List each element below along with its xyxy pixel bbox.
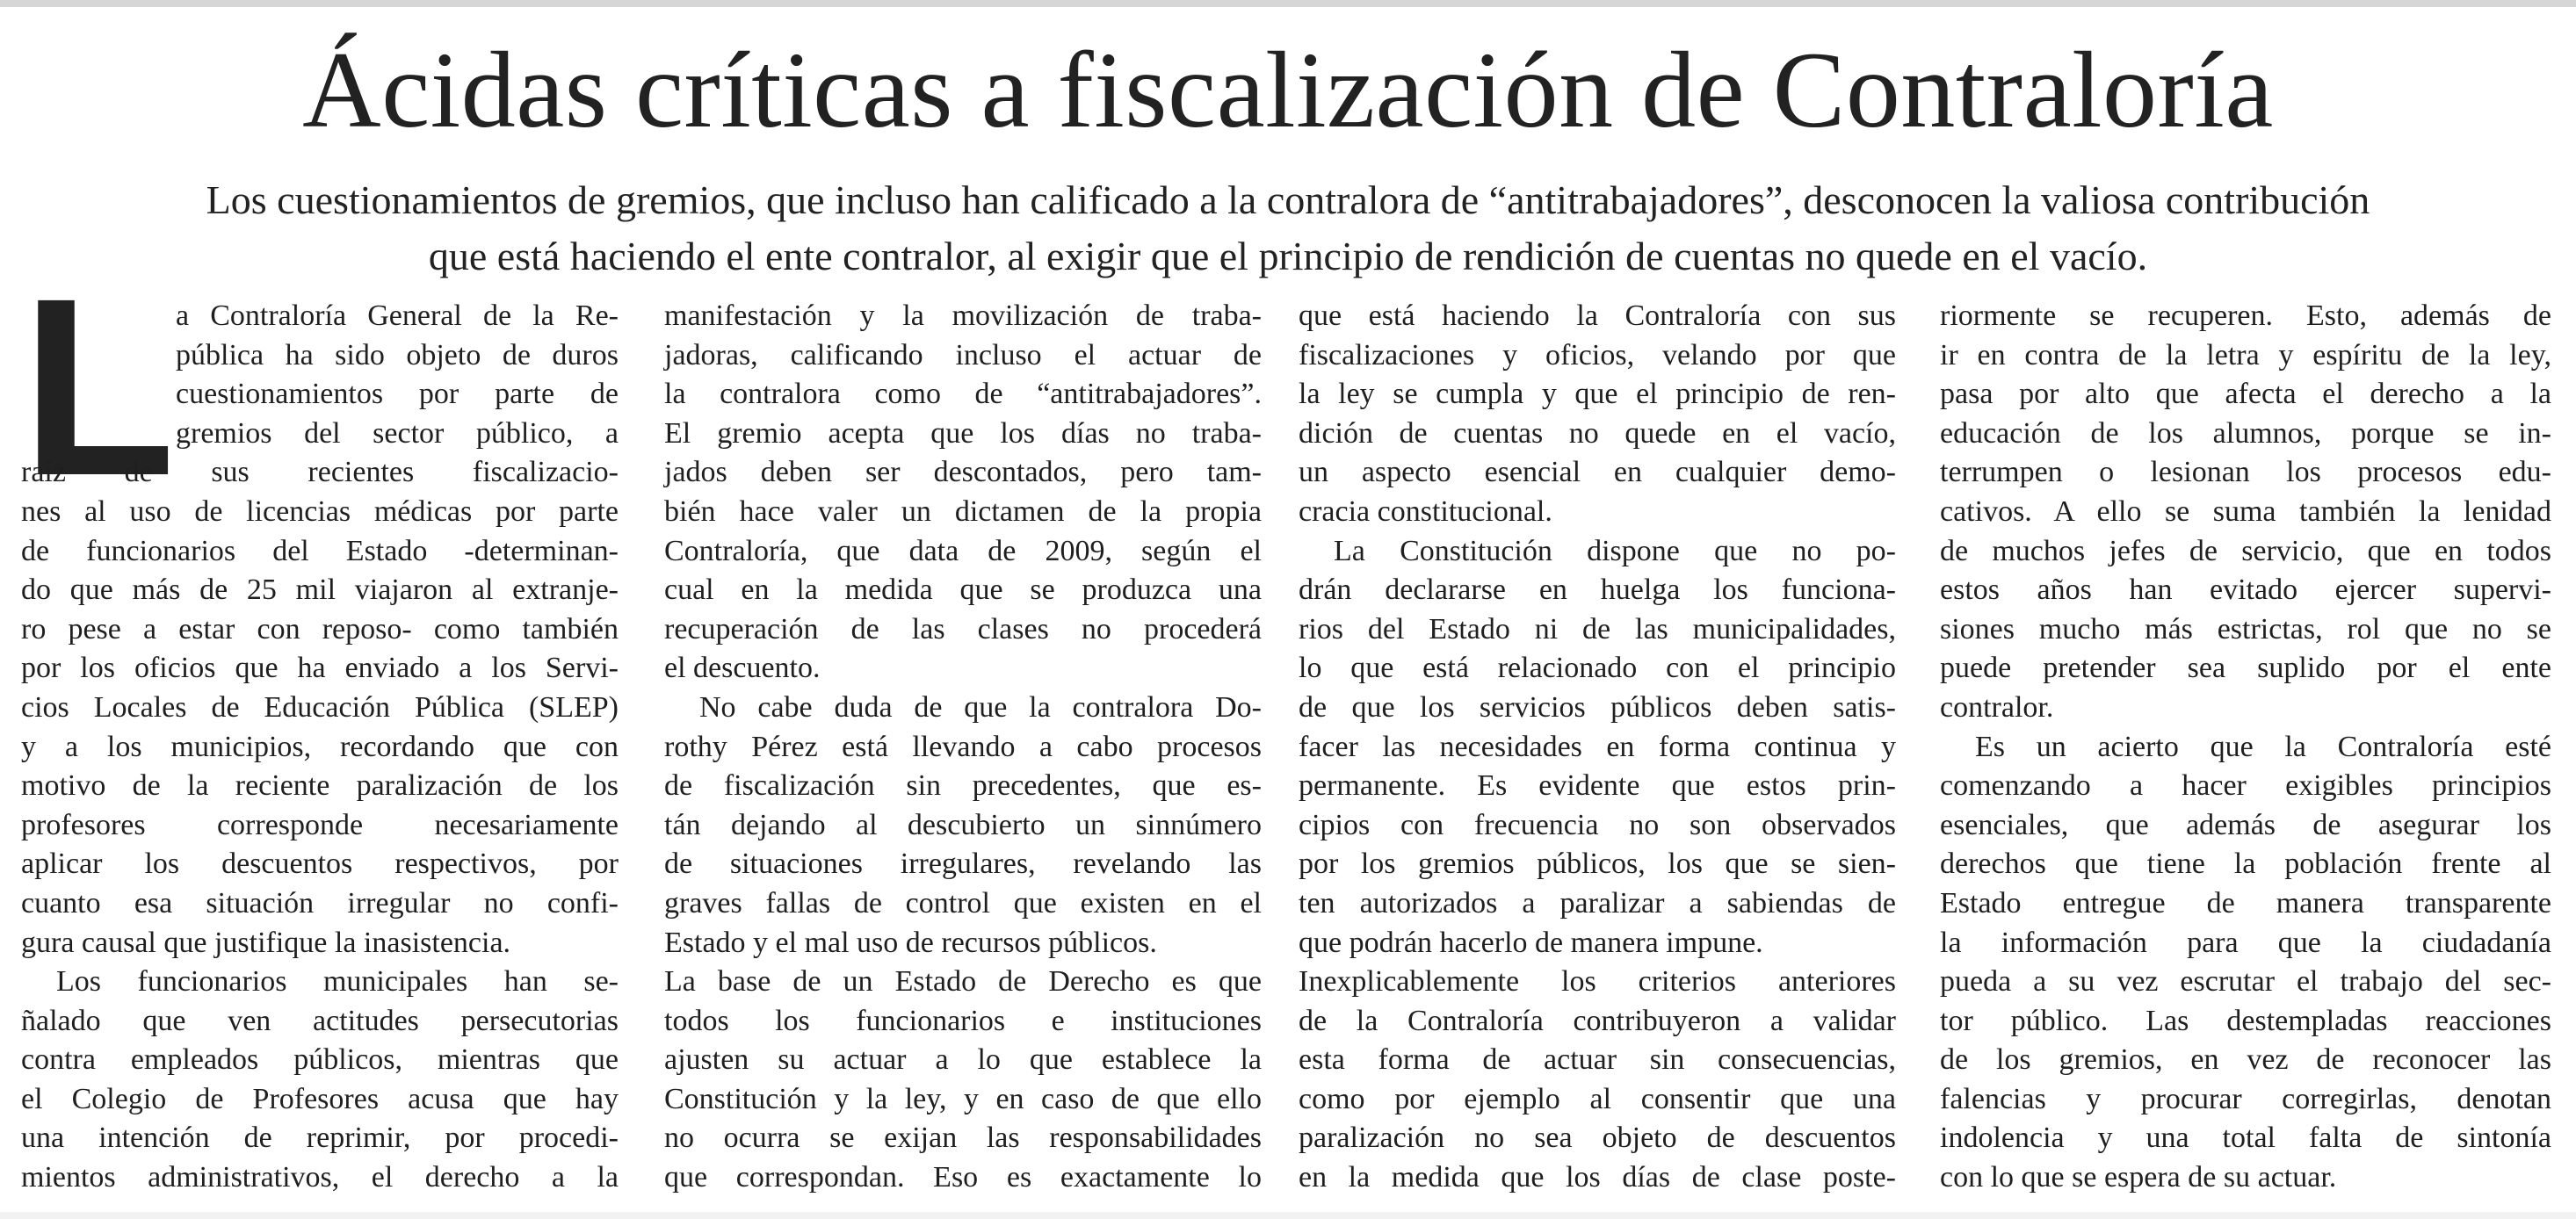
text-line: El gremio acepta que los días no traba-	[664, 416, 1262, 450]
text-line: puede pretender sea suplido por el ente	[1940, 652, 2551, 685]
text-line: ajusten su actuar a lo que establece la	[664, 1043, 1262, 1077]
text-line: educación de los alumnos, porque se in-	[1940, 416, 2551, 450]
text-line: que podrán hacerlo de manera impune.	[1299, 926, 1763, 959]
text-line: de los gremios, en vez de reconocer las	[1940, 1043, 2551, 1077]
text-line: permanente. Es evidente que estos prin-	[1299, 769, 1896, 803]
text-line: un aspecto esencial en cualquier demo-	[1299, 456, 1896, 489]
text-line: profesores corresponde necesariamente	[21, 808, 619, 841]
text-line: contralor.	[1940, 690, 2054, 724]
text-line: que está haciendo la Contraloría con sus	[1299, 299, 1896, 332]
text-line: por los gremios públicos, los que se sien-	[1299, 848, 1896, 881]
text-line: cracia constitucional.	[1299, 494, 1552, 528]
text-line: falencias y procurar corregirlas, denotan	[1940, 1082, 2551, 1115]
text-line: motivo de la reciente paralización de los	[21, 769, 619, 803]
text-line: de muchos jefes de servicio, que en todos	[1940, 534, 2551, 567]
text-line: cuestionamientos por parte de	[176, 378, 619, 411]
text-line: contra empleados públicos, mientras que	[21, 1043, 619, 1077]
text-line: una intención de reprimir, por procedi-	[21, 1122, 619, 1155]
text-line: rothy Pérez está llevando a cabo procesos	[664, 730, 1262, 763]
text-line: el descuento.	[664, 652, 821, 685]
text-line: Es un acierto que la Contraloría esté	[1975, 730, 2551, 763]
deck	[26, 172, 2550, 285]
text-line: de situaciones irregulares, revelando las	[664, 848, 1262, 881]
drop-cap: L	[21, 246, 176, 529]
column-2	[664, 297, 1262, 1201]
column-1	[21, 297, 619, 1201]
text-line: todos los funcionarios e instituciones	[664, 1004, 1262, 1037]
text-line: gura causal que justifique la inasistencia.	[21, 926, 511, 959]
text-line: Contraloría, que data de 2009, según el	[664, 534, 1262, 567]
text-line: cuanto esa situación irregular no confi-	[21, 886, 619, 920]
text-line: de la Contraloría contribuyeron a validar	[1299, 1004, 1896, 1037]
text-line: comenzando a hacer exigibles principios	[1940, 769, 2551, 803]
text-line: jados deben ser descontados, pero tam-	[664, 456, 1262, 489]
text-line: pueda a su vez escrutar el trabajo del sec-	[1940, 965, 2551, 999]
text-line: terrumpen o lesionan los procesos edu-	[1940, 456, 2551, 489]
text-line: La base de un Estado de Derecho es que	[664, 965, 1262, 999]
text-line: mientos administrativos, el derecho a la	[21, 1161, 619, 1194]
column-4	[1940, 297, 2551, 1201]
text-line: cipios con frecuencia no son observados	[1299, 808, 1896, 841]
text-line: de funcionarios del Estado -determinan-	[21, 534, 619, 567]
text-line: Inexplicablemente los criterios anteriores	[1299, 965, 1896, 999]
text-line: do que más de 25 mil viajaron al extranje-	[21, 573, 619, 607]
text-line: riormente se recuperen. Esto, además de	[1940, 299, 2551, 332]
column-3	[1299, 297, 1896, 1201]
text-line: graves fallas de control que existen en el	[664, 886, 1262, 920]
text-line: raíz de sus recientes fiscalizacio-	[21, 456, 619, 489]
text-line: la ley se cumpla y que el principio de ren-	[1299, 378, 1896, 411]
text-line: la contralora como de “antitrabajadores”.	[664, 378, 1262, 411]
text-line: La Constitución dispone que no po-	[1334, 534, 1896, 567]
text-line: con lo que se espera de su actuar.	[1940, 1161, 2337, 1194]
text-line: ten autorizados a paralizar a sabiendas de	[1299, 886, 1896, 920]
headline: Ácidas críticas a fiscalización de Contraloría	[302, 30, 2274, 150]
text-line: a Contraloría General de la Re-	[176, 299, 619, 332]
text-line: rios del Estado ni de las municipalidades,	[1299, 612, 1896, 646]
text-line: cios Locales de Educación Pública (SLEP)	[21, 690, 619, 724]
text-line: indolencia y una total falta de sintonía	[1940, 1122, 2551, 1155]
text-line: Estado entregue de manera transparente	[1940, 886, 2551, 920]
text-line: que correspondan. Eso es exactamente lo	[664, 1161, 1262, 1194]
text-line: bién hace valer un dictamen de la propia	[664, 494, 1262, 528]
text-line: recuperación de las clases no procederá	[664, 612, 1262, 646]
text-line: aplicar los descuentos respectivos, por	[21, 848, 619, 881]
text-line: lo que está relacionado con el principio	[1299, 652, 1896, 685]
deck-line: Los cuestionamientos de gremios, que incluso han calificado a la contralora de “antitrabajadores”, desconocen la valiosa contribución	[206, 177, 2370, 222]
text-line: por los oficios que ha enviado a los Servi-	[21, 652, 619, 685]
text-line: fiscalizaciones y oficios, velando por que	[1299, 338, 1896, 371]
text-line: tor público. Las destempladas reacciones	[1940, 1004, 2551, 1037]
text-line: Constitución y la ley, y en caso de que ello	[664, 1082, 1262, 1115]
text-line: cual en la medida que se produzca una	[664, 573, 1262, 607]
text-line: cativos. A ello se suma también la lenidad	[1940, 494, 2551, 528]
text-line: Estado y el mal uso de recursos públicos.	[664, 926, 1157, 959]
text-line: tán dejando al descubierto un sinnúmero	[664, 808, 1262, 841]
text-line: jadoras, calificando incluso el actuar de	[664, 338, 1262, 371]
text-line: No cabe duda de que la contralora Do-	[699, 690, 1262, 724]
text-line: pasa por alto que afecta el derecho a la	[1940, 378, 2551, 411]
text-line: Los funcionarios municipales han se-	[56, 965, 619, 999]
deck-line: que está haciendo el ente contralor, al exigir que el principio de rendición de cuentas no quede en el vacío.	[428, 234, 2148, 278]
text-line: paralización no sea objeto de descuentos	[1299, 1122, 1896, 1155]
text-line: en la medida que los días de clase poste-	[1299, 1161, 1896, 1194]
text-line: derechos que tiene la población frente al	[1940, 848, 2551, 881]
text-line: la información para que la ciudadanía	[1940, 926, 2551, 959]
text-line: gremios del sector público, a	[176, 416, 619, 450]
text-line: y a los municipios, recordando que con	[21, 730, 619, 763]
text-line: esta forma de actuar sin consecuencias,	[1299, 1043, 1896, 1077]
text-line: ñalado que ven actitudes persecutorias	[21, 1004, 619, 1037]
top-rule	[0, 0, 2576, 7]
text-line: estos años han evitado ejercer supervi-	[1940, 573, 2551, 607]
text-line: nes al uso de licencias médicas por parte	[21, 494, 619, 528]
text-line: ro pese a estar con reposo- como también	[21, 612, 619, 646]
text-line: no ocurra se exijan las responsabilidades	[664, 1122, 1262, 1155]
text-line: de fiscalización sin precedentes, que es-	[664, 769, 1262, 803]
text-line: siones mucho más estrictas, rol que no se	[1940, 612, 2551, 646]
text-line: pública ha sido objeto de duros	[176, 338, 619, 371]
text-line: facer las necesidades en forma continua y	[1299, 730, 1896, 763]
text-line: como por ejemplo al consentir que una	[1299, 1082, 1896, 1115]
text-line: dición de cuentas no quede en el vacío,	[1299, 416, 1896, 450]
text-line: ir en contra de la letra y espíritu de la ley,	[1940, 338, 2551, 371]
text-line: manifestación y la movilización de traba-	[664, 299, 1262, 332]
text-line: drán declararse en huelga los funciona-	[1299, 573, 1896, 607]
bottom-rule	[0, 1212, 2576, 1219]
text-line: de que los servicios públicos deben satis-	[1299, 690, 1896, 724]
text-line: el Colegio de Profesores acusa que hay	[21, 1082, 619, 1115]
text-line: esenciales, que además de asegurar los	[1940, 808, 2551, 841]
